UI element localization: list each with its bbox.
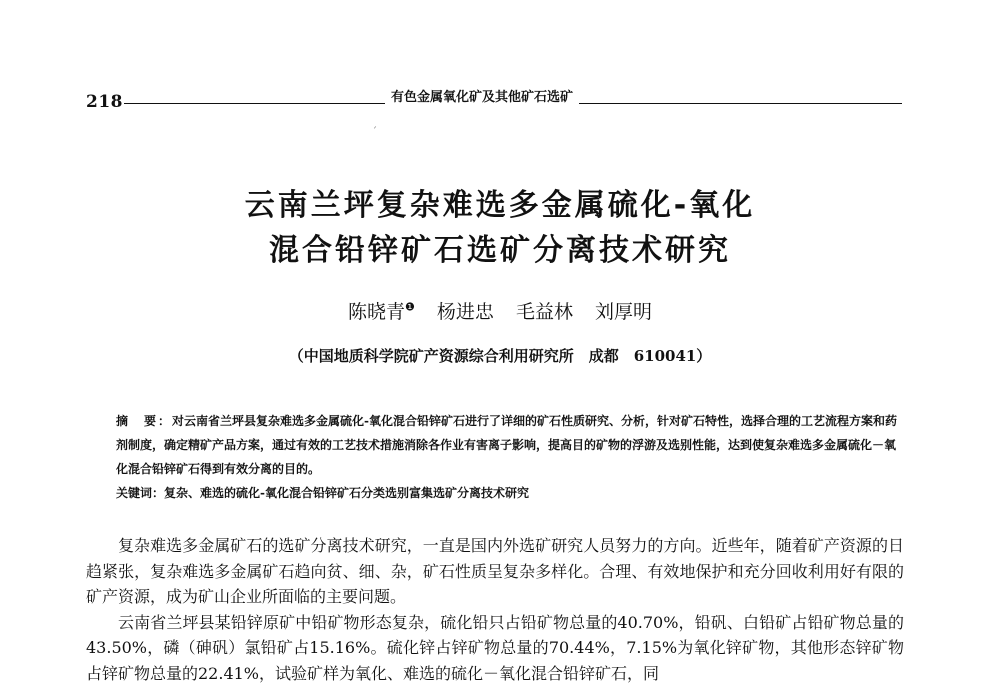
body-paragraph: 复杂难选多金属矿石的选矿分离技术研究，一直是国内外选矿研究人员努力的方向。近些年，随着矿产资源的日趋紧张，复杂难选多金属矿石趋向贫、细、杂，矿石性质呈复杂多样化。合理、有效地保护和充分回收利用好有限的矿产资源，成为矿山企业所面临的主要问题。: [86, 533, 904, 610]
first-author: 陈晓青: [348, 301, 405, 323]
body-text: [86, 533, 904, 686]
scan-mark: ˊ: [372, 127, 377, 138]
keywords-text: 复杂、难选的硫化-氧化混合铅锌矿石分类选别富集选矿分离技术研究: [164, 486, 529, 500]
abstract: [116, 409, 906, 481]
keywords: [116, 481, 906, 505]
abstract-label: 摘 要：: [116, 414, 172, 428]
paper-title-line-1: 云南兰坪复杂难选多金属硫化-氧化: [0, 180, 1000, 224]
body-paragraph: 云南省兰坪县某铅锌原矿中铅矿物形态复杂，硫化铅只占铅矿物总量的40.70%，铅矾、白铅矿占铅矿物总量的43.50%，磷（砷矾）氯铅矿占15.16%。硫化锌占锌矿物总量的70.44%，7.15%为氧化锌矿物，其他形态锌矿物占锌矿物总量的22.41%，试验矿样为氧化、难选的硫化－氧化混合铅锌矿石，同: [86, 610, 904, 686]
co-authors: 杨进忠 毛益林 刘厚明: [415, 301, 652, 323]
keywords-label: 关键词：: [116, 486, 164, 500]
paper-title-line-2: 混合铅锌矿石选矿分离技术研究: [0, 225, 1000, 269]
page-number: 218: [86, 92, 123, 112]
abstract-text: 对云南省兰坪县复杂难选多金属硫化-氧化混合铅锌矿石进行了详细的矿石性质研究、分析，针对矿石特性，选择合理的工艺流程方案和药剂制度，确定精矿产品方案，通过有效的工艺技术措施消除各作业有害离子影响，提高目的矿物的浮游及选别性能，达到使复杂难选多金属硫化－氧化混合铅锌矿石得到有效分离的目的。: [116, 414, 897, 476]
author-list: [0, 297, 1000, 324]
footnote-marker: ❶: [405, 301, 415, 314]
running-title: 有色金属氧化矿及其他矿石选矿: [385, 86, 579, 105]
affiliation: （中国地质科学院矿产资源综合利用研究所 成都 610041）: [0, 345, 1000, 366]
